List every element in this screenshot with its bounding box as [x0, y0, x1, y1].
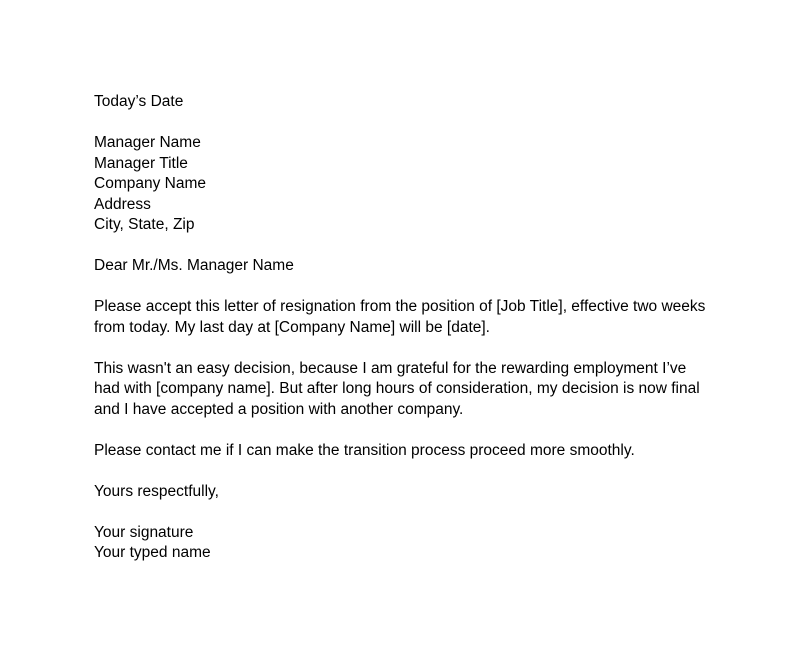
body-paragraph-2: This wasn't an easy decision, because I am grateful for the rewarding employment I’ve had with [company name]. But after long hours of consideration, my decision is now final and I have accepted a position with another company. — [94, 359, 700, 418]
recipient-company-name: Company Name — [94, 175, 206, 192]
salutation: Dear Mr./Ms. Manager Name — [94, 257, 294, 274]
resignation-letter — [94, 92, 714, 564]
closing: Yours respectfully, — [94, 482, 219, 500]
spacer — [94, 420, 714, 441]
recipient-manager-name: Manager Name — [94, 134, 201, 151]
recipient-block — [94, 133, 714, 236]
spacer — [94, 113, 714, 134]
recipient-address: Address — [94, 195, 151, 213]
recipient-manager-title: Manager Title — [94, 154, 188, 172]
spacer — [94, 277, 714, 298]
body-paragraph-3: Please contact me if I can make the transition process proceed more smoothly. — [94, 441, 635, 459]
spacer — [94, 236, 714, 257]
body-paragraph-1: Please accept this letter of resignation from the position of [Job Title], effective two weeks from today. My last day at [Company Name] will be [date]. — [94, 298, 706, 336]
typed-name: Your typed name — [94, 544, 211, 561]
spacer — [94, 461, 714, 482]
letter-date: Today’s Date — [94, 93, 184, 110]
spacer — [94, 338, 714, 359]
signature: Your signature — [94, 523, 194, 541]
recipient-city-state-zip: City, State, Zip — [94, 216, 195, 233]
spacer — [94, 502, 714, 523]
